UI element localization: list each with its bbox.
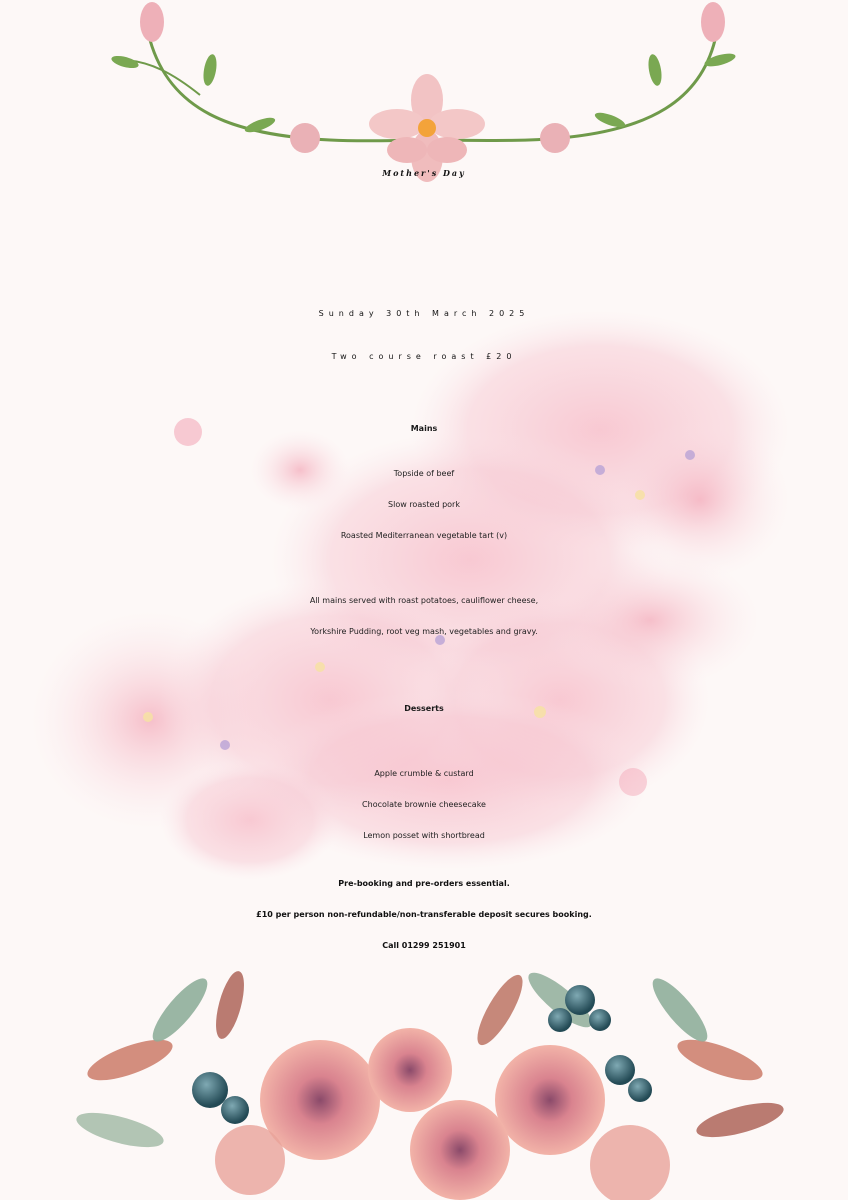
mains-accompaniments: Yorkshire Pudding, root veg mash, vegetables and gravy. bbox=[310, 627, 538, 636]
event-date: Sunday 30th March 2025 bbox=[318, 309, 530, 318]
desserts-heading: Desserts bbox=[404, 704, 444, 713]
mains-accompaniments: All mains served with roast potatoes, cauliflower cheese, bbox=[309, 596, 539, 605]
top-garland bbox=[110, 2, 737, 182]
dessert-item: Apple crumble & custard bbox=[374, 769, 474, 778]
bottom-bouquet bbox=[73, 965, 787, 1200]
dessert-item: Chocolate brownie cheesecake bbox=[362, 800, 486, 809]
price-offer: Two course roast £20 bbox=[331, 352, 517, 361]
poster-title: Mother's Day bbox=[382, 168, 466, 178]
booking-note: Pre-booking and pre-orders essential. bbox=[338, 879, 510, 888]
deposit-note: £10 per person non-refundable/non-transferable deposit secures booking. bbox=[256, 910, 592, 919]
phone-number: Call 01299 251901 bbox=[382, 941, 466, 950]
mains-item: Slow roasted pork bbox=[388, 500, 460, 509]
dessert-item: Lemon posset with shortbread bbox=[363, 831, 485, 840]
mains-item: Roasted Mediterranean vegetable tart (v) bbox=[340, 531, 508, 540]
mains-heading: Mains bbox=[410, 424, 438, 433]
mains-item: Topside of beef bbox=[393, 469, 455, 478]
